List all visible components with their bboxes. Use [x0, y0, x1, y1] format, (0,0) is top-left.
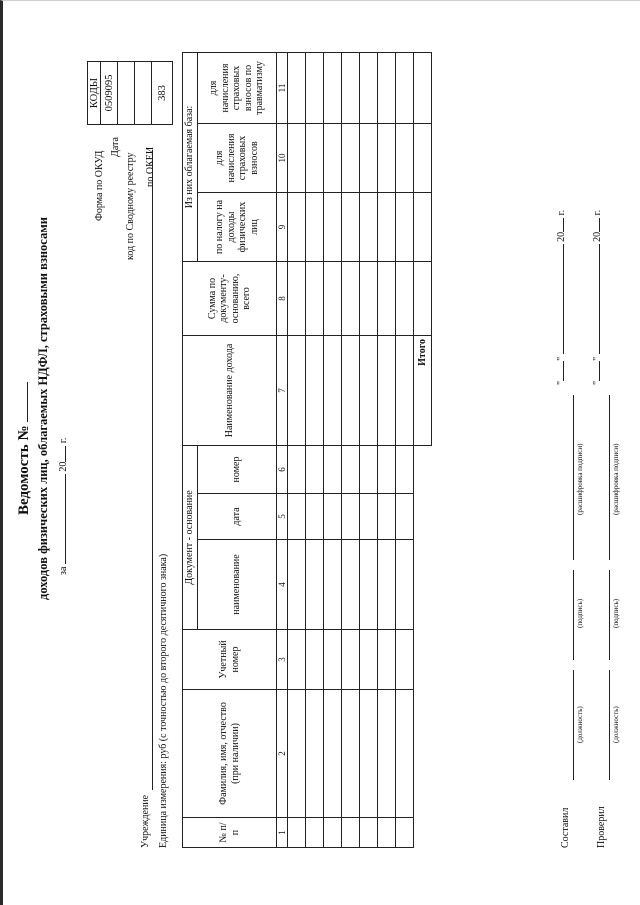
table-cell[interactable]: [378, 192, 396, 261]
table-cell[interactable]: [288, 818, 306, 848]
table-cell[interactable]: [306, 630, 324, 690]
table-cell[interactable]: [288, 494, 306, 540]
period-prefix: за: [58, 566, 69, 575]
table-cell[interactable]: [324, 445, 342, 493]
col-header-sum: Сумма по документу-основанию, всего: [183, 261, 277, 335]
signature-decode-caption: (расшифровка подписи): [576, 443, 584, 515]
table-cell[interactable]: [342, 335, 360, 445]
table-cell[interactable]: [396, 123, 414, 192]
signature-position-line: [609, 670, 610, 780]
code-date-value: [118, 62, 135, 125]
col-number: 6: [277, 445, 288, 493]
table-cell[interactable]: [306, 540, 324, 630]
codes-header: КОДЫ: [88, 62, 101, 125]
codes-table: [87, 61, 173, 125]
table-row: [342, 52, 360, 847]
col-number: 7: [277, 335, 288, 445]
col-header-num: № п/п: [183, 818, 277, 848]
table-cell[interactable]: [360, 690, 378, 818]
code-label-date: Дата: [110, 137, 121, 157]
signature-position-caption: (должность): [612, 706, 620, 743]
document-title: Ведомость №: [16, 382, 33, 515]
table-cell[interactable]: [306, 335, 324, 445]
table-cell[interactable]: [324, 494, 342, 540]
table-cell[interactable]: [360, 123, 378, 192]
signature-position-line: [573, 670, 574, 780]
table-cell[interactable]: [378, 818, 396, 848]
table-cell[interactable]: [342, 445, 360, 493]
signature-decode-caption: (расшифровка подписи): [612, 443, 620, 515]
table-cell[interactable]: [342, 630, 360, 690]
table-cell[interactable]: [396, 630, 414, 690]
col-number: 1: [277, 818, 288, 848]
table-row: [396, 52, 414, 847]
table-cell[interactable]: [360, 52, 378, 123]
col-header-base-group: Из них облагаемая база:: [183, 52, 198, 261]
table-row: [288, 52, 306, 847]
table-cell[interactable]: [378, 445, 396, 493]
table-cell[interactable]: [396, 818, 414, 848]
period-year-prefix: 20: [58, 461, 69, 472]
code-label-okei: по ОКЕИ: [145, 146, 156, 187]
signature-role-compiled: Составил: [560, 807, 571, 848]
col-header-fio: Фамилия, имя, отчество (при наличии): [183, 690, 277, 818]
signature-decode-line: [609, 395, 610, 560]
table-cell[interactable]: [360, 261, 378, 335]
signature-sign-caption: (подпись): [576, 598, 584, 628]
signature-date: "" 20 г.: [592, 209, 603, 385]
code-okud-value: 0509095: [101, 62, 118, 125]
table-cell[interactable]: [324, 540, 342, 630]
table-cell[interactable]: [288, 445, 306, 493]
table-cell[interactable]: [360, 445, 378, 493]
table-cell[interactable]: [396, 690, 414, 818]
code-label-registry: код по Сводному реестру: [125, 152, 136, 260]
table-cell[interactable]: [288, 123, 306, 192]
table-cell[interactable]: [360, 540, 378, 630]
table-cell[interactable]: [342, 123, 360, 192]
signature-date: "" 20 г.: [556, 209, 567, 385]
period-row: [58, 438, 69, 575]
column-number-row: [277, 52, 288, 847]
table-cell[interactable]: [288, 540, 306, 630]
table-cell[interactable]: [288, 52, 306, 123]
col-header-doc-number: номер: [198, 445, 277, 493]
income-table: [182, 52, 432, 848]
signature-decode-line: [573, 395, 574, 560]
table-cell[interactable]: [306, 261, 324, 335]
table-cell[interactable]: [360, 818, 378, 848]
table-cell[interactable]: [396, 52, 414, 123]
table-cell[interactable]: [378, 494, 396, 540]
table-cell[interactable]: [324, 690, 342, 818]
table-cell[interactable]: [396, 335, 414, 445]
document-subtitle: доходов физических лиц, облагаемых НДФЛ, страховыми взносами: [36, 217, 50, 600]
col-number: 9: [277, 192, 288, 261]
table-cell[interactable]: [324, 818, 342, 848]
table-cell[interactable]: [378, 335, 396, 445]
table-cell[interactable]: [360, 494, 378, 540]
table-cell[interactable]: [306, 690, 324, 818]
table-cell[interactable]: [288, 335, 306, 445]
total-injury-cell[interactable]: [414, 52, 432, 123]
table-cell[interactable]: [360, 630, 378, 690]
signature-sign-line: [609, 570, 610, 660]
table-row: [360, 52, 378, 847]
table-cell[interactable]: [396, 192, 414, 261]
table-cell[interactable]: [342, 690, 360, 818]
col-number: 10: [277, 123, 288, 192]
col-header-doc-group: Документ - основание: [183, 445, 198, 629]
table-cell[interactable]: [324, 261, 342, 335]
table-cell[interactable]: [396, 540, 414, 630]
table-cell[interactable]: [324, 123, 342, 192]
table-cell[interactable]: [288, 630, 306, 690]
table-cell[interactable]: [288, 192, 306, 261]
col-number: 8: [277, 261, 288, 335]
col-header-income-name: Наименование дохода: [183, 335, 277, 445]
table-cell[interactable]: [342, 192, 360, 261]
table-cell[interactable]: [288, 690, 306, 818]
institution-line: [152, 150, 153, 790]
table-cell[interactable]: [342, 540, 360, 630]
table-cell[interactable]: [396, 445, 414, 493]
table-cell[interactable]: [324, 192, 342, 261]
col-number: 3: [277, 630, 288, 690]
table-cell[interactable]: [360, 192, 378, 261]
table-cell[interactable]: [288, 261, 306, 335]
col-header-base-ndfl: по налогу на доходы физических лиц: [198, 192, 277, 261]
total-insurance-cell[interactable]: [414, 123, 432, 192]
code-registry-value: [135, 62, 152, 125]
table-cell[interactable]: [306, 818, 324, 848]
table-cell[interactable]: [360, 335, 378, 445]
table-cell[interactable]: [342, 818, 360, 848]
total-sum-cell[interactable]: [414, 261, 432, 335]
table-cell[interactable]: [396, 494, 414, 540]
table-cell[interactable]: [306, 192, 324, 261]
table-cell[interactable]: [378, 52, 396, 123]
total-row: [414, 52, 432, 847]
total-ndfl-cell[interactable]: [414, 192, 432, 261]
total-label: Итого: [414, 335, 432, 445]
table-cell[interactable]: [396, 261, 414, 335]
col-header-base-injury: для начисления страховых взносов по травматизму: [198, 52, 277, 123]
col-number: 5: [277, 494, 288, 540]
col-header-account: Учетный номер: [183, 630, 277, 690]
table-cell[interactable]: [306, 52, 324, 123]
signature-role-checked: Проверил: [596, 806, 607, 848]
table-cell[interactable]: [378, 261, 396, 335]
table-cell[interactable]: [324, 335, 342, 445]
table-cell[interactable]: [306, 445, 324, 493]
unit-label: Единица измерения: руб (с точностью до второго десятичного знака): [158, 553, 169, 848]
table-cell[interactable]: [378, 123, 396, 192]
signature-sign-line: [573, 570, 574, 660]
table-cell[interactable]: [342, 52, 360, 123]
col-number: 4: [277, 540, 288, 630]
table-cell[interactable]: [324, 52, 342, 123]
signature-sign-caption: (подпись): [612, 598, 620, 628]
col-number: 2: [277, 690, 288, 818]
col-header-doc-date: дата: [198, 494, 277, 540]
table-cell[interactable]: [378, 690, 396, 818]
table-row: [378, 52, 396, 847]
table-cell[interactable]: [342, 494, 360, 540]
col-number: 11: [277, 52, 288, 123]
table-cell[interactable]: [306, 494, 324, 540]
table-cell[interactable]: [342, 261, 360, 335]
table-cell[interactable]: [324, 630, 342, 690]
table-cell[interactable]: [306, 123, 324, 192]
signature-position-caption: (должность): [576, 706, 584, 743]
period-year-suffix: г.: [58, 437, 69, 444]
table-cell[interactable]: [378, 540, 396, 630]
code-label-okud: Форма по ОКУД: [94, 150, 105, 221]
code-okei-value: 383: [152, 62, 173, 125]
table-row: [306, 52, 324, 847]
table-row: [324, 52, 342, 847]
col-header-doc-name: наименование: [198, 540, 277, 630]
table-cell[interactable]: [378, 630, 396, 690]
institution-label: Учреждение: [140, 794, 151, 848]
col-header-base-insurance: для начисления страховых взносов: [198, 123, 277, 192]
